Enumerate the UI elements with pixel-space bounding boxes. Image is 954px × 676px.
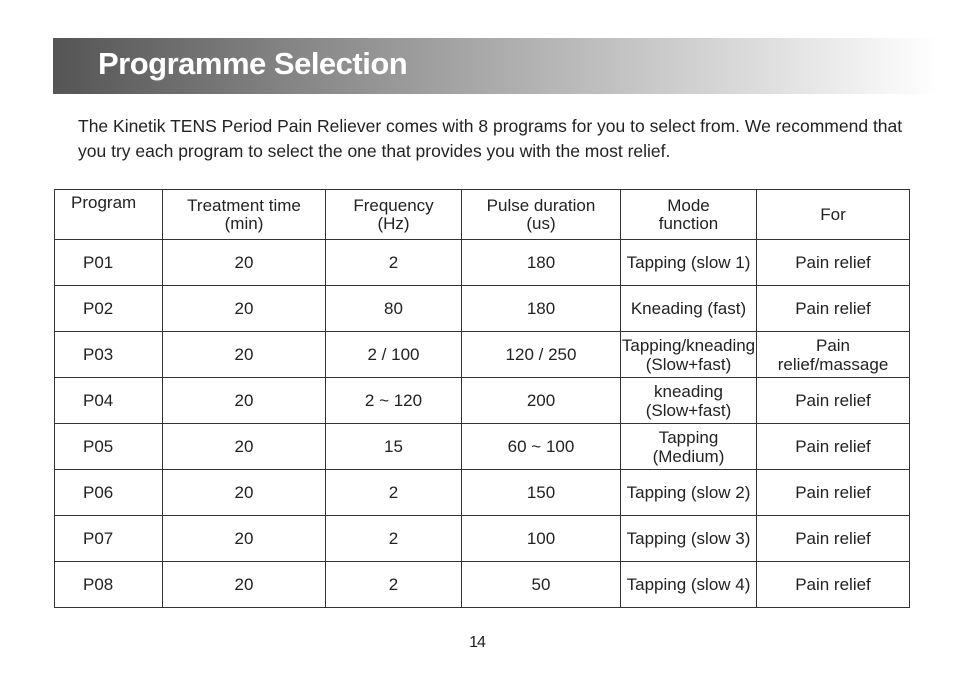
table-row [55, 424, 910, 470]
cell-time: 20 [163, 424, 326, 470]
cell-mode: Tapping (slow 1) [621, 240, 757, 286]
cell-frequency: 15 [326, 424, 462, 470]
cell-program: P04 [55, 378, 163, 424]
cell-pulse: 100 [462, 516, 621, 562]
cell-pulse: 120 / 250 [462, 332, 621, 378]
cell-program: P02 [55, 286, 163, 332]
cell-time: 20 [163, 470, 326, 516]
cell-pulse: 180 [462, 286, 621, 332]
cell-program: P07 [55, 516, 163, 562]
cell-for: Pain relief [757, 286, 910, 332]
cell-mode: Tapping (Medium) [621, 424, 757, 470]
table-row [55, 562, 910, 608]
cell-pulse: 60 ~ 100 [462, 424, 621, 470]
cell-for: Pain relief [757, 562, 910, 608]
cell-for: Pain relief [757, 378, 910, 424]
title-banner [53, 38, 939, 94]
cell-program: P08 [55, 562, 163, 608]
cell-pulse: 150 [462, 470, 621, 516]
cell-mode: Tapping (slow 4) [621, 562, 757, 608]
cell-mode: Tapping (slow 3) [621, 516, 757, 562]
cell-program: P06 [55, 470, 163, 516]
table-row [55, 516, 910, 562]
header-for: For [757, 190, 910, 240]
header-program: Program [55, 190, 163, 240]
cell-program: P05 [55, 424, 163, 470]
cell-time: 20 [163, 240, 326, 286]
cell-frequency: 2 [326, 516, 462, 562]
table-row [55, 286, 910, 332]
cell-mode: kneading (Slow+fast) [621, 378, 757, 424]
cell-frequency: 2 [326, 562, 462, 608]
cell-for: Pain relief [757, 424, 910, 470]
cell-pulse: 50 [462, 562, 621, 608]
page-number: 14 [469, 634, 485, 651]
cell-for: Pain relief/massage [757, 332, 910, 378]
cell-frequency: 2 [326, 240, 462, 286]
cell-time: 20 [163, 286, 326, 332]
cell-frequency: 2 / 100 [326, 332, 462, 378]
header-mode-function: Mode function [621, 190, 757, 240]
cell-frequency: 2 ~ 120 [326, 378, 462, 424]
header-treatment-time: Treatment time (min) [163, 190, 326, 240]
cell-time: 20 [163, 378, 326, 424]
cell-for: Pain relief [757, 470, 910, 516]
cell-mode: Tapping (slow 2) [621, 470, 757, 516]
cell-frequency: 2 [326, 470, 462, 516]
intro-paragraph: The Kinetik TENS Period Pain Reliever comes with 8 programs for you to select from. We recommend that you try each program to select the one that provides you with the most relief. [78, 116, 903, 161]
table-row [55, 332, 910, 378]
table-row [55, 378, 910, 424]
header-pulse-duration: Pulse duration (us) [462, 190, 621, 240]
cell-time: 20 [163, 562, 326, 608]
cell-pulse: 180 [462, 240, 621, 286]
cell-for: Pain relief [757, 516, 910, 562]
cell-for: Pain relief [757, 240, 910, 286]
cell-mode: Kneading (fast) [621, 286, 757, 332]
table-row [55, 470, 910, 516]
cell-time: 20 [163, 332, 326, 378]
program-table [54, 189, 910, 608]
cell-time: 20 [163, 516, 326, 562]
table-row [55, 240, 910, 286]
table-header-row [55, 190, 910, 240]
cell-frequency: 80 [326, 286, 462, 332]
cell-program: P01 [55, 240, 163, 286]
page-title: Programme Selection [98, 46, 408, 81]
cell-pulse: 200 [462, 378, 621, 424]
cell-mode: Tapping/kneading (Slow+fast) [621, 332, 757, 378]
header-frequency: Frequency (Hz) [326, 190, 462, 240]
cell-program: P03 [55, 332, 163, 378]
